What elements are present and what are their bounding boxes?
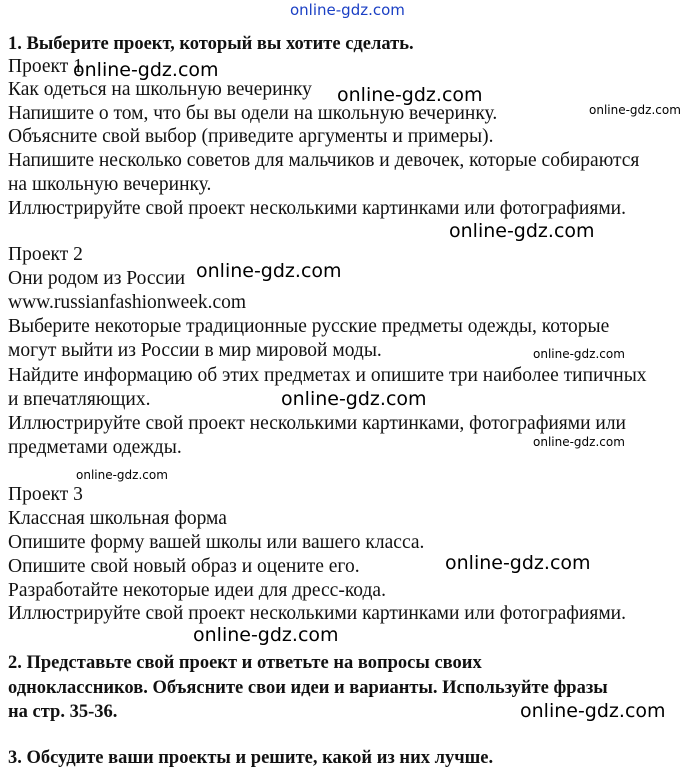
watermark: online-gdz.com (337, 84, 483, 106)
project2-line: и впечатляющих. (8, 389, 151, 410)
project2-line: Выберите некоторые традиционные русские предметы одежды, которые (8, 316, 610, 337)
task3-heading: 3. Обсудите ваши проекты и решите, какой из них лучше. (8, 748, 494, 768)
project2-label: Проект 2 (8, 244, 83, 265)
watermark: online-gdz.com (449, 220, 595, 242)
watermark: online-gdz.com (290, 1, 405, 19)
task2-line: на стр. 35-36. (8, 702, 118, 722)
watermark: online-gdz.com (520, 700, 666, 722)
project3-line: Разработайте некоторые идеи для дресс-кода. (8, 580, 386, 601)
watermark: online-gdz.com (281, 388, 427, 410)
project3-line: Опишите свой новый образ и оцените его. (8, 556, 360, 577)
project3-line: Опишите форму вашей школы или вашего класса. (8, 532, 425, 553)
project1-line: Напишите несколько советов для мальчиков и девочек, которые собираются (8, 150, 640, 171)
task1-heading: 1. Выберите проект, который вы хотите сделать. (8, 34, 414, 54)
project2-line: могут выйти из России в мир мировой моды. (8, 340, 382, 361)
watermark: online-gdz.com (533, 435, 625, 449)
project1-line: Объясните свой выбор (приведите аргументы и примеры). (8, 126, 494, 147)
project3-title: Классная школьная форма (8, 508, 227, 529)
watermark: online-gdz.com (73, 59, 219, 81)
watermark: online-gdz.com (533, 347, 625, 361)
project2-website: www.russianfashionweek.com (8, 292, 247, 313)
watermark: online-gdz.com (193, 624, 339, 646)
task2-line: 2. Представьте свой проект и ответьте на вопросы своих (8, 653, 482, 673)
project2-line: предметами одежды. (8, 437, 182, 458)
watermark: online-gdz.com (589, 103, 681, 117)
project2-line: Найдите информацию об этих предметах и опишите три наиболее типичных (8, 365, 647, 386)
task2-line: одноклассников. Объясните свои идеи и варианты. Используйте фразы (8, 678, 608, 698)
project1-line: Иллюстрируйте свой проект несколькими картинками или фотографиями. (8, 198, 626, 219)
project1-line: на школьную вечеринку. (8, 174, 212, 195)
project3-label: Проект 3 (8, 484, 83, 505)
project2-title: Они родом из России (8, 268, 186, 289)
project1-label: Проект 1 (8, 56, 83, 77)
project1-line: Напишите о том, что бы вы одели на школьную вечеринку. (8, 103, 498, 124)
watermark: online-gdz.com (196, 260, 342, 282)
project1-title: Как одеться на школьную вечеринку (8, 79, 312, 100)
project3-line: Иллюстрируйте свой проект несколькими картинками или фотографиями. (8, 603, 626, 624)
project2-line: Иллюстрируйте свой проект несколькими картинками, фотографиями или (8, 413, 626, 434)
watermark: online-gdz.com (445, 552, 591, 574)
watermark: online-gdz.com (76, 468, 168, 482)
